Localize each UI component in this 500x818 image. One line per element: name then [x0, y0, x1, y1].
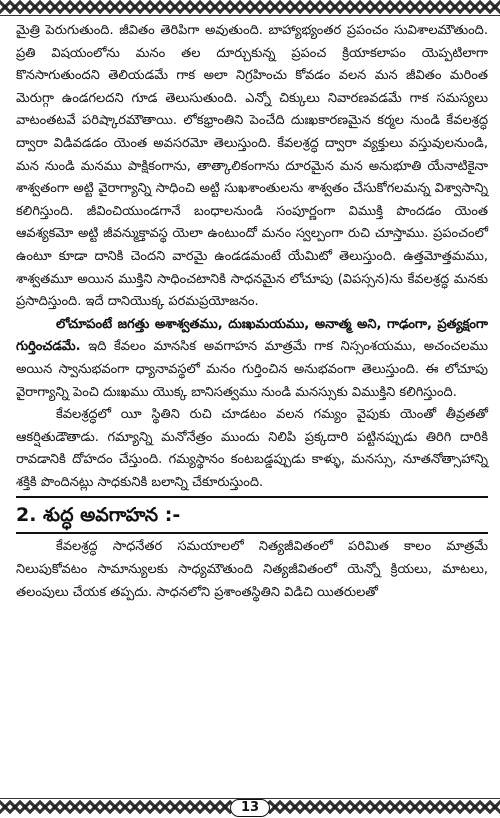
section-paragraph: కేవలశ్రద్ధ సాధనేతర సమయాలలో నిత్యజీవితంలో పరిమిత కాలం మాత్రమే నిలుపుకోవటం సామాన్యులకు సాధ్యమౌతుంది నిత్యజీవితంలో యెన్నో క్రియలు, మాటలు, తలంపులు చేయక తప్పదు. సాధనలోని ప్రశాంతస్థితిని విడిచి యితరులతో [16, 539, 488, 600]
body-paragraph-2-text: ఇది కేవలం మానసిక అవగాహన మాత్రమే గాక నిస్సంశయము, అచంచలము అయిన స్వానుభవంగా ధ్యానావస్థలో మనం గుర్తించిన అనుభవంగా తెలుస్తుంది. ఈ లోచూపు వైరాగ్యాన్ని పెంచి దుఃఖము యొక్క బానిసత్వము నుండి మనస్సుకు విముక్తిని కలిగిస్తుంది. [16, 339, 488, 400]
body-paragraph-3: కేవలశ్రద్ధలో యీ స్థితిని రుచి చూడటం వలన గమ్యం వైపుకు యెంతో తీవ్రతతో ఆకర్షితుడౌతాడు. గమ్యాన్ని మనోనేత్రం ముందు నిలిపి ప్రక్కదారి పట్టినప్పుడు తిరిగి దారికి రావడానికి దోహదం చేస్తుంది. గమ్యస్థానం కంటబడ్డప్పుడు కాళ్ళు, మనస్సు, నూతనోత్సాహాన్ని శక్తికి పొందినట్లు సాధకునికి బలాన్ని చేకూరుస్తుంది. [16, 407, 488, 490]
body-paragraph-1: మైత్రి పెరుగుతుంది. జీవితం తెరిపిగా అవుతుంది. బాహ్యాభ్యంతర ప్రపంచం సువిశాలమౌతుంది. ప్రతి విషయంలోను మనం తల దూర్చుకున్న ప్రపంచ క్రియాకలాపం యెప్పటిలాగా కొనసాగుతుందని తెలియడమే గాక అలా నిగ్రహించు కోవడం వలన మన జీవితం మరింత మెరుగ్గా ఉండగలదని గూడ తెలుసుతుంది. ఎన్నో చిక్కులు నివారణవడమే గాక సమస్యలు వాటంతటవే పరిష్కారమౌతాయి. లోకభ్రాంతిని పెంచేది దుఃఖకారణమైన కర్మల నుండి కేవలశ్రద్ధ ద్వారా విడివడడం యెంత అవసరమో తెలుస్తుంది. కేవలశ్రద్ధ ద్వారా వ్యక్తులు వస్తువులనుండి, మన నుండి మనము పాక్షికంగాను, తాత్కాలికంగాను దూరమైన మన అనుభూతి యేనాటికైనా శాశ్వతంగా అట్టి వైరాగ్యాన్ని సాధించి అట్టి సుఖశాంతులను శాశ్వతం చేసుకోగలమన్న విశ్వాసాన్ని కలిగిస్తుంది. జీవించియుండగానే బంధాలనుండి సంపూర్ణంగా విముక్తి పొందడం యెంత ఆవశ్యకమో అట్టి జీవన్ముక్తావస్థ యెలా ఉంటుందో మనం స్వల్పంగా రుచి చూస్తాము. ప్రపంచంలో ఉంటూ కూడా దానికి చెందని వారమై ఉండడమంటే యేమిటో తెలుస్తుంది. ఉత్తమోత్తమము, శాశ్వతమూ అయిన ముక్తిని సాధించటానికి సాధనమైన లోచూపు (విపస్సన)ను కేవలశ్రద్ధ మనకు ప్రసాదిస్తుంది. ఇదే దానియొక్క పరమప్రయోజనం. [16, 23, 488, 310]
section-rule-top [16, 496, 488, 498]
page-body [16, 20, 488, 604]
body-paragraph-2 [16, 314, 488, 404]
decorative-border-top [0, 0, 500, 14]
page-footer [0, 798, 500, 818]
section-heading: 2. శుద్ధ అవగాహన :- [16, 504, 181, 527]
page-number: 13 [230, 799, 270, 817]
lead-definition: లోచూపంటే జగత్తు అశాశ్వతము, దుఃఖమయము, అనాత్మ అని, గాఢంగా, ప్రత్యక్షంగా గుర్తించడమే. [16, 316, 488, 355]
section-rule-bottom [16, 532, 488, 534]
